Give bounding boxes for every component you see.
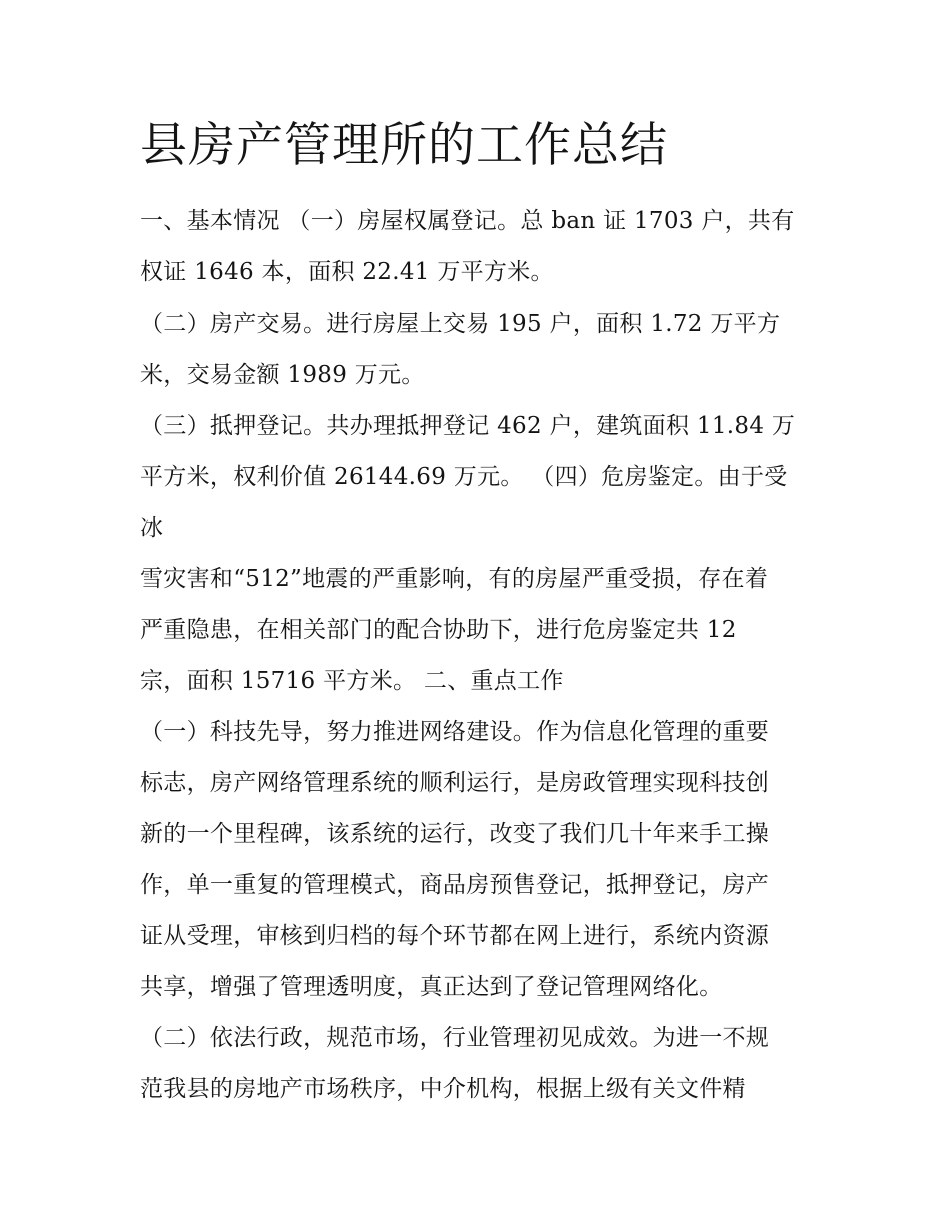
text-line: 一、基本情况 （一）房屋权属登记。总 ban 证 1703 户，共有 (140, 208, 795, 234)
text-line: 范我县的房地产市场秩序，中介机构，根据上级有关文件精 (140, 1076, 746, 1102)
text-line: 证从受理，审核到归档的每个环节都在网上进行，系统内资源 (140, 923, 770, 949)
text-line: 标志，房产网络管理系统的顺利运行，是房政管理实现科技创 (140, 770, 770, 796)
text-line: 宗，面积 15716 平方米。 二、重点工作 (140, 668, 564, 694)
text-line: （二）房产交易。进行房屋上交易 195 户，面积 1.72 万平方 (140, 311, 781, 337)
text-line: 雪灾害和“512”地震的严重影响，有的房屋严重受损，存在着 (140, 566, 769, 592)
text-line: 冰 (140, 515, 164, 541)
text-line: 新的一个里程碑，该系统的运行，改变了我们几十年来手工操 (140, 821, 770, 847)
document-title: 县房产管理所的工作总结 (140, 118, 668, 173)
text-line: 米，交易金额 1989 万元。 (140, 362, 425, 388)
text-line: （三）抵押登记。共办理抵押登记 462 户，建筑面积 11.84 万 (140, 413, 796, 439)
text-line: （一）科技先导，努力推进网络建设。作为信息化管理的重要 (140, 719, 770, 745)
text-line: 权证 1646 本，面积 22.41 万平方米。 (140, 259, 554, 285)
text-line: （二）依法行政，规范市场，行业管理初见成效。为进一不规 (140, 1025, 770, 1051)
text-line: 作，单一重复的管理模式，商品房预售登记，抵押登记，房产 (140, 872, 770, 898)
text-line: 平方米，权利价值 26144.69 万元。 （四）危房鉴定。由于受 (140, 464, 788, 490)
text-line: 严重隐患，在相关部门的配合协助下，进行危房鉴定共 12 (140, 617, 737, 643)
text-line: 共享，增强了管理透明度，真正达到了登记管理网络化。 (140, 974, 723, 1000)
